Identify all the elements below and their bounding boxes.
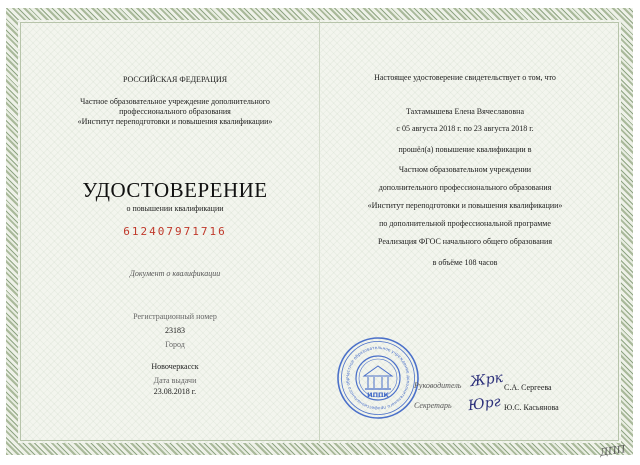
certificate-number: 612407971716 [123,225,227,238]
head-role-label: Руководитель [414,381,462,390]
org-line-3: «Институт переподготовки и повышения квалификации» [77,117,273,126]
reg-number-label: Регистрационный номер [133,312,217,321]
body-line-2: Частном образовательном учреждении [398,165,532,174]
org-line-2: профессионального образования [119,107,231,116]
handwritten-mark: ДПП [599,444,627,459]
org-line-1: Частное образовательное учреждение дополнительного [80,97,270,106]
body-line-5: по дополнительной профессиональной программе [379,219,551,228]
person-name: Тахтамышева Елена Вячеславовна [405,107,525,116]
country-label: РОССИЙСКАЯ ФЕДЕРАЦИЯ [122,75,228,84]
secretary-name: Ю.С. Касьянова [504,403,559,412]
program-name: Реализация ФГОС начального общего образования [377,237,553,246]
issue-date-value: 23.08.2018 г. [153,387,197,396]
body-line-4: «Институт переподготовки и повышения квалификации» [367,201,563,210]
head-signature: Жрк [469,369,505,391]
secretary-signature: Юрг [467,393,502,415]
official-stamp [336,336,420,420]
intro-text: Настоящее удостоверение свидетельствует о том, что [374,73,556,82]
hours-text: в объёме 108 часов [432,258,498,267]
document-caption: Документ о квалификации [129,269,221,278]
stamp-ring-text: Частное образовательное учреждение дополнительного профессионального обр [344,344,412,412]
stamp-center-text: ИППК [367,391,389,399]
certificate-title: УДОСТОВЕРЕНИЕ [82,178,268,202]
issue-date-label: Дата выдачи [153,376,197,385]
body-line-3: дополнительного профессионального образования [378,183,552,192]
head-name: С.А. Сергеева [504,383,552,392]
city-label: Город [165,340,185,349]
reg-number-value: 23183 [165,326,185,335]
study-period: с 05 августа 2018 г. по 23 августа 2018 г. [396,124,534,133]
city-value: Новочеркасск [151,362,199,371]
secretary-role-label: Секретарь [414,401,452,410]
certificate-subtitle: о повышении квалификации [126,204,224,213]
body-line-1: прошёл(а) повышение квалификации в [398,145,532,154]
center-fold [319,20,320,443]
